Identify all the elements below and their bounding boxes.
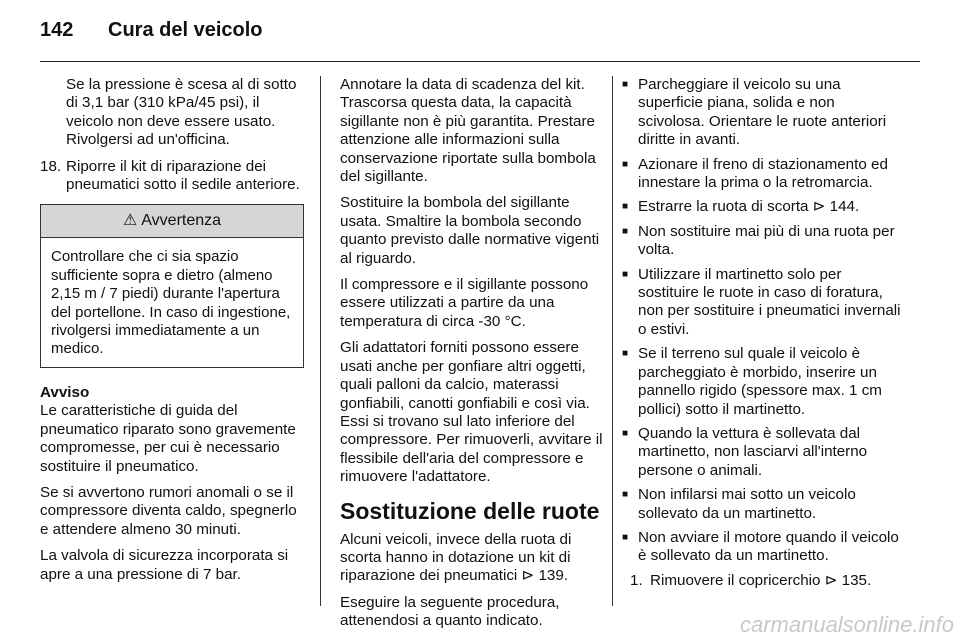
header-divider	[40, 61, 920, 62]
bullet-square-icon: ■	[622, 531, 629, 543]
warning-body: Controllare che ci sia spazio sufficiente sopra e dietro (almeno 2,15 m / 7 piedi) durante l'apertura del portellone. In caso di ingestione, rivolgersi immediatamente a un medico.	[51, 248, 291, 358]
column-left	[40, 76, 304, 592]
step-1	[630, 572, 902, 590]
bullet-square-icon: ■	[622, 489, 629, 501]
body-paragraph: Sostituire la bombola del sigillante usata. Smaltire la bombola secondo quanto previsto dalle normative vigenti al riguardo.	[340, 194, 600, 267]
list-item: ■ Se il terreno sul quale il veicolo è parcheggiato è morbido, inserire un pannello rigido (spessore max. 1 cm pollici) sotto il martinetto.	[622, 345, 882, 418]
bullet-square-icon: ■	[622, 348, 629, 360]
step-number: 18.	[40, 157, 62, 175]
list-item: ■ Estrarre la ruota di scorta ⊳ 144.	[622, 198, 860, 216]
intro-paragraph: Se la pressione è scesa al di sotto di 3,1 bar (310 kPa/45 psi), il veicolo non deve essere usato. Rivolgersi ad un'officina.	[66, 76, 297, 149]
column-divider-2	[612, 76, 613, 606]
step-text: Rimuovere il copricerchio ⊳ 135.	[650, 571, 872, 589]
page-header	[0, 0, 960, 62]
list-item: ■ Utilizzare il martinetto solo per sostituire le ruote in caso di foratura, non per sostituire i pneumatici invernali o estivi.	[622, 265, 901, 338]
step-number: 1.	[630, 571, 643, 589]
list-item: ■ Non sostituire mai più di una ruota per volta.	[622, 222, 895, 259]
column-middle	[340, 76, 604, 639]
list-item: ■ Azionare il freno di stazionamento ed innestare la prima o la retromarcia.	[622, 155, 888, 192]
list-item: ■ Non avviare il motore quando il veicolo è sollevato da un martinetto.	[622, 528, 899, 565]
body-paragraph: Il compressore e il sigillante possono essere utilizzati a partire da una temperatura di circa -30 °C.	[340, 276, 589, 330]
list-item: ■ Non infilarsi mai sotto un veicolo sollevato da un martinetto.	[622, 486, 856, 522]
list-item: ■ Parcheggiare il veicolo su una superficie piana, solida e non scivolosa. Orientare le ruote anteriori diritte in avanti.	[622, 76, 887, 149]
page-number: 142	[40, 19, 74, 41]
step-18	[40, 158, 304, 195]
watermark: carmanualsonline.info	[739, 612, 954, 637]
warning-header	[41, 205, 303, 238]
body-paragraph: Gli adattatori forniti possono essere usati anche per gonfiare altri oggetti, quali palloni da calcio, materassi gonfiabili, canotti gonfiabili e così via. Essi si trovano sul lato inferiore del compressore. Per rimuoverli, avvitare il flessibile dell'aria del compressore e rimuovere l'adattatore.	[340, 339, 603, 486]
bullet-square-icon: ■	[622, 158, 629, 170]
step-text: Riporre il kit di riparazione dei pneumatici sotto il sedile anteriore.	[66, 157, 300, 194]
column-divider-1	[320, 76, 321, 606]
bullet-square-icon: ■	[622, 427, 629, 439]
section-paragraph: Alcuni veicoli, invece della ruota di scorta hanno in dotazione un kit di riparazione dei pneumatici ⊳ 139.	[340, 530, 572, 585]
notice-paragraph: Se si avvertono rumori anomali o se il compressore diventa caldo, spegnerlo e attendere almeno 30 minuti.	[40, 483, 297, 538]
list-item: ■ Quando la vettura è sollevata dal martinetto, non lasciarvi all'interno persone o animali.	[622, 424, 868, 479]
column-right	[622, 76, 902, 590]
bullet-square-icon: ■	[622, 79, 629, 90]
bullet-square-icon: ■	[622, 201, 629, 213]
section-heading: Sostituzione delle ruote	[340, 497, 600, 524]
section-paragraph: Eseguire la seguente procedura, attenendosi a quanto indicato.	[340, 593, 560, 630]
warning-triangle-icon: ⚠	[122, 212, 138, 230]
notice-paragraph: Le caratteristiche di guida del pneumatico riparato sono gravemente compromesse, per cui è necessario sostituire il pneumatico.	[40, 402, 296, 475]
body-paragraph: Annotare la data di scadenza del kit. Trascorsa questa data, la capacità sigillante non è più garantita. Prestare attenzione alle informazioni sulla conservazione riportate sulla bombola del sigillante.	[340, 76, 596, 186]
warning-title: Avvertenza	[141, 212, 222, 230]
bullet-square-icon: ■	[622, 268, 629, 280]
warning-box	[40, 204, 304, 367]
page-title: Cura del veicolo	[108, 19, 263, 41]
notice-paragraph: La valvola di sicurezza incorporata si apre a una pressione di 7 bar.	[40, 547, 289, 583]
bullet-square-icon: ■	[622, 225, 629, 237]
notice-title: Avviso	[40, 383, 90, 401]
